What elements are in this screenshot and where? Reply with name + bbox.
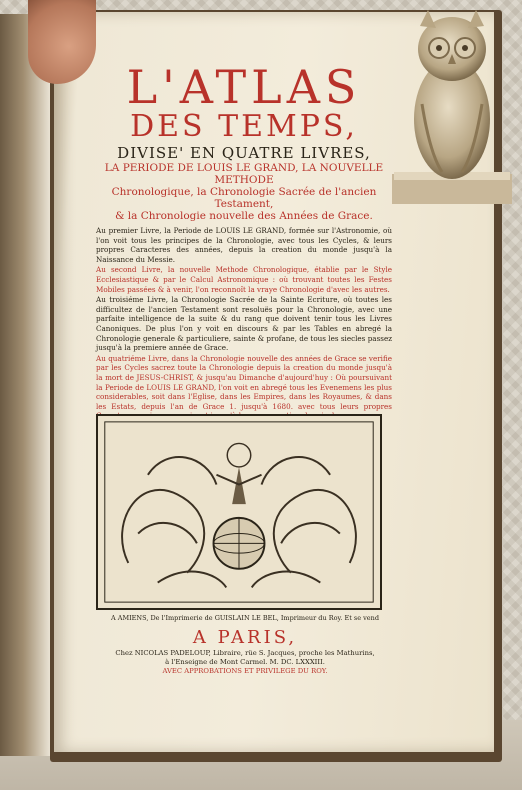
engraved-vignette — [96, 414, 382, 610]
printer-line: A AMIENS, De l'Imprimerie de GUISLAIN LE BEL, Imprimeur du Roy. Et se vend — [111, 614, 379, 622]
book-one-paragraph: Au premier Livre, la Periode de LOUIS LE GRAND, formée sur l'Astronomie, où l'on voit tous les principes de la Chronologie, avec tous les Cycles, & leurs propres Caracteres des années, depuis la creation du monde jusqu'à la Naissance du Messie. — [96, 226, 392, 264]
dedication: DEDIE' AU ROY. — [171, 426, 317, 443]
owl-figurine-icon — [392, 4, 512, 229]
author-line: PAR R. P. SEIGNEUR DE LA MOTTE. — [148, 444, 340, 455]
title-line-2: DES TEMPS, — [130, 109, 358, 144]
book-four-paragraph: Au quatriéme Livre, dans la Chronologie nouvelle des années de Grace se verifie par les Cycles sacrez toute la Chronologie depuis la creation du monde jusqu'à la mort de JESUS-CHRIST, & jusqu'au Dimanche d'aujourd'huy : Où poursuivant la Periode de LOUIS LE GRAND, l'on voit en abregé tous les Evenemens les plus considerables, soit dans l'Eglise, dans les Empires, dans les Royaumes, & dans les Estats, depuis l'an de Grace 1. jusqu'à 1680. avec tous leurs propres Caracteres, qui se poursuivent jusqu'à la consommation des siecles. — [96, 353, 392, 421]
subtitle-line-2: Chronologique, la Chronologie Sacrée de l'ancien Testament, — [111, 186, 377, 210]
title-line-1: L'ATLAS — [126, 60, 362, 114]
imprint-block — [80, 614, 410, 676]
subtitle-line-1: LA PERIODE DE LOUIS LE GRAND, LA NOUVELLE METHODE — [104, 162, 384, 186]
seller-line-1: Chez NICOLAS PADELOUP, Libraire, rüe S. Jacques, proche les Mathurins, — [115, 649, 375, 657]
title-block — [92, 60, 396, 455]
title-line-3: DIVISE' EN QUATRE LIVRES, — [117, 144, 371, 162]
book-two-paragraph: Au second Livre, la nouvelle Methode Chronologique, établie par le Style Ecclesiastique & par le Calcul Astronomique : où trouvant toutes les Festes Mobiles passées & à venir, l'on reconnoît la vraye Chronologie d'avec les autres. — [96, 265, 392, 294]
description-body — [96, 226, 392, 421]
imprint-city: A PARIS, — [192, 627, 298, 648]
subtitle-line-3: & la Chronologie nouvelle des Années de Grace. — [115, 210, 373, 222]
book-three-paragraph: Au troisiéme Livre, la Chronologie Sacrée de la Sainte Ecriture, où toutes les difficultez de l'ancien Testament sont resoluës pour la Chronologie, avec une parfaite intelligence de la suite & du rang que doivent tenir tous les Livres Canoniques. De plus l'on y voit en discours & par les Tables en abregé la Chronologie generale & particuliere, sainte & profane, de tous les siecles passez jusqu'à la premiere année de Grace. — [96, 295, 392, 353]
privilege-line: AVEC APPROBATIONS ET PRIVILEGE DU ROY. — [162, 667, 328, 675]
seller-line-2: à l'Enseigne de Mont Carmel. M. DC. LXXXIII. — [165, 658, 325, 666]
